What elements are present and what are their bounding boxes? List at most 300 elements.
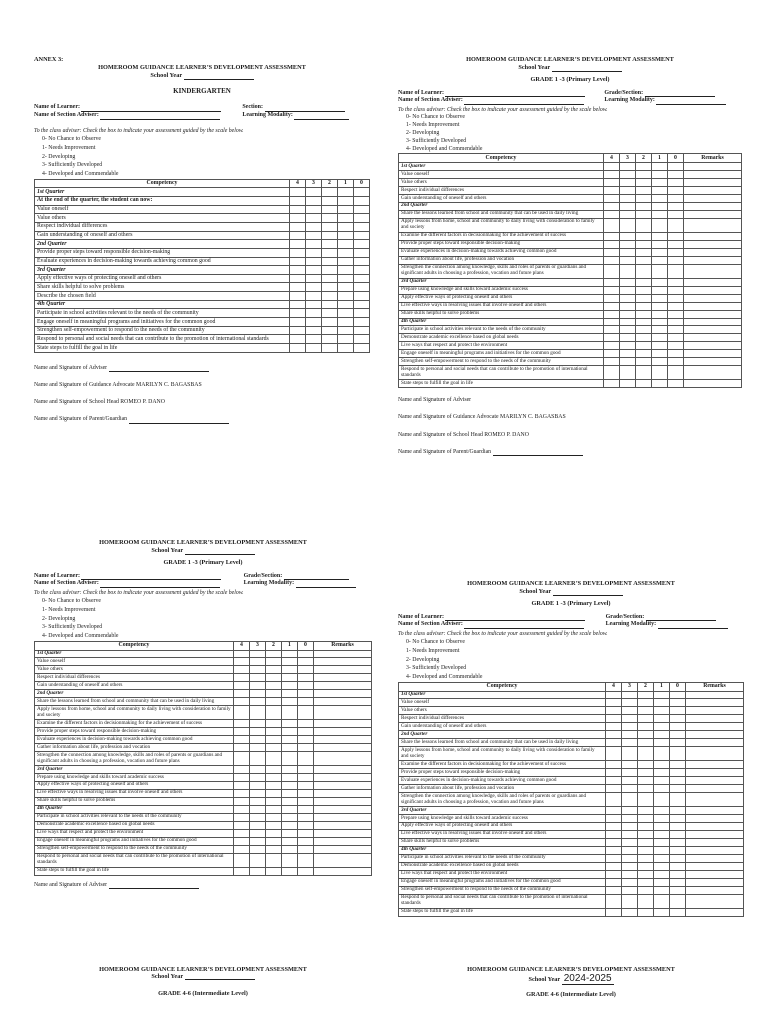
rating-checkbox[interactable] bbox=[298, 690, 314, 698]
rating-checkbox[interactable] bbox=[322, 335, 338, 344]
rating-checkbox[interactable] bbox=[636, 318, 652, 326]
rating-checkbox[interactable] bbox=[622, 715, 638, 723]
rating-checkbox[interactable] bbox=[636, 326, 652, 334]
rating-checkbox[interactable] bbox=[606, 739, 622, 747]
remarks-cell[interactable] bbox=[686, 769, 744, 777]
rating-checkbox[interactable] bbox=[290, 309, 306, 318]
rating-checkbox[interactable] bbox=[622, 886, 638, 894]
rating-checkbox[interactable] bbox=[636, 195, 652, 203]
rating-checkbox[interactable] bbox=[266, 853, 282, 867]
rating-checkbox[interactable] bbox=[636, 334, 652, 342]
rating-checkbox[interactable] bbox=[234, 797, 250, 805]
rating-checkbox[interactable] bbox=[306, 300, 322, 309]
rating-checkbox[interactable] bbox=[604, 366, 620, 380]
rating-checkbox[interactable] bbox=[670, 739, 686, 747]
rating-checkbox[interactable] bbox=[652, 248, 668, 256]
rating-checkbox[interactable] bbox=[604, 380, 620, 388]
rating-checkbox[interactable] bbox=[266, 837, 282, 845]
remarks-cell[interactable] bbox=[686, 777, 744, 785]
rating-checkbox[interactable] bbox=[638, 807, 654, 815]
rating-checkbox[interactable] bbox=[668, 163, 684, 171]
rating-checkbox[interactable] bbox=[622, 854, 638, 862]
rating-checkbox[interactable] bbox=[620, 179, 636, 187]
remarks-cell[interactable] bbox=[314, 781, 372, 789]
rating-checkbox[interactable] bbox=[638, 777, 654, 785]
rating-checkbox[interactable] bbox=[668, 195, 684, 203]
rating-checkbox[interactable] bbox=[620, 264, 636, 278]
rating-checkbox[interactable] bbox=[654, 815, 670, 823]
rating-checkbox[interactable] bbox=[638, 838, 654, 846]
remarks-cell[interactable] bbox=[684, 350, 742, 358]
rating-checkbox[interactable] bbox=[636, 310, 652, 318]
rating-checkbox[interactable] bbox=[282, 736, 298, 744]
rating-checkbox[interactable] bbox=[266, 805, 282, 813]
rating-checkbox[interactable] bbox=[298, 674, 314, 682]
rating-checkbox[interactable] bbox=[282, 674, 298, 682]
rating-checkbox[interactable] bbox=[622, 878, 638, 886]
rating-checkbox[interactable] bbox=[298, 720, 314, 728]
rating-checkbox[interactable] bbox=[290, 318, 306, 327]
rating-checkbox[interactable] bbox=[290, 344, 306, 353]
rating-checkbox[interactable] bbox=[636, 171, 652, 179]
rating-checkbox[interactable] bbox=[668, 342, 684, 350]
remarks-cell[interactable] bbox=[684, 210, 742, 218]
rating-checkbox[interactable] bbox=[670, 854, 686, 862]
remarks-cell[interactable] bbox=[314, 805, 372, 813]
remarks-cell[interactable] bbox=[684, 334, 742, 342]
rating-checkbox[interactable] bbox=[290, 205, 306, 214]
rating-checkbox[interactable] bbox=[670, 862, 686, 870]
rating-checkbox[interactable] bbox=[668, 326, 684, 334]
rating-checkbox[interactable] bbox=[622, 894, 638, 908]
rating-checkbox[interactable] bbox=[668, 179, 684, 187]
rating-checkbox[interactable] bbox=[604, 187, 620, 195]
rating-checkbox[interactable] bbox=[354, 292, 370, 301]
rating-checkbox[interactable] bbox=[234, 789, 250, 797]
rating-checkbox[interactable] bbox=[668, 380, 684, 388]
rating-checkbox[interactable] bbox=[604, 294, 620, 302]
rating-checkbox[interactable] bbox=[282, 821, 298, 829]
rating-checkbox[interactable] bbox=[606, 761, 622, 769]
rating-checkbox[interactable] bbox=[670, 785, 686, 793]
rating-checkbox[interactable] bbox=[306, 292, 322, 301]
rating-checkbox[interactable] bbox=[338, 335, 354, 344]
rating-checkbox[interactable] bbox=[606, 846, 622, 854]
rating-checkbox[interactable] bbox=[290, 274, 306, 283]
rating-checkbox[interactable] bbox=[638, 908, 654, 916]
rating-checkbox[interactable] bbox=[652, 171, 668, 179]
rating-checkbox[interactable] bbox=[250, 829, 266, 837]
rating-checkbox[interactable] bbox=[354, 266, 370, 275]
rating-checkbox[interactable] bbox=[638, 870, 654, 878]
rating-checkbox[interactable] bbox=[670, 822, 686, 830]
rating-checkbox[interactable] bbox=[266, 774, 282, 782]
rating-checkbox[interactable] bbox=[652, 286, 668, 294]
rating-checkbox[interactable] bbox=[668, 350, 684, 358]
remarks-cell[interactable] bbox=[684, 310, 742, 318]
rating-checkbox[interactable] bbox=[604, 195, 620, 203]
remarks-cell[interactable] bbox=[314, 774, 372, 782]
rating-checkbox[interactable] bbox=[604, 318, 620, 326]
rating-checkbox[interactable] bbox=[234, 752, 250, 766]
rating-checkbox[interactable] bbox=[322, 231, 338, 240]
rating-checkbox[interactable] bbox=[670, 846, 686, 854]
remarks-cell[interactable] bbox=[686, 878, 744, 886]
rating-checkbox[interactable] bbox=[250, 766, 266, 774]
rating-checkbox[interactable] bbox=[622, 793, 638, 807]
rating-checkbox[interactable] bbox=[290, 266, 306, 275]
rating-checkbox[interactable] bbox=[620, 358, 636, 366]
rating-checkbox[interactable] bbox=[670, 715, 686, 723]
remarks-cell[interactable] bbox=[684, 256, 742, 264]
rating-checkbox[interactable] bbox=[638, 747, 654, 761]
rating-checkbox[interactable] bbox=[652, 350, 668, 358]
rating-checkbox[interactable] bbox=[250, 698, 266, 706]
rating-checkbox[interactable] bbox=[306, 188, 322, 197]
rating-checkbox[interactable] bbox=[668, 210, 684, 218]
rating-checkbox[interactable] bbox=[654, 723, 670, 731]
rating-checkbox[interactable] bbox=[266, 650, 282, 658]
rating-checkbox[interactable] bbox=[298, 813, 314, 821]
rating-checkbox[interactable] bbox=[266, 829, 282, 837]
rating-checkbox[interactable] bbox=[638, 691, 654, 699]
rating-checkbox[interactable] bbox=[282, 781, 298, 789]
rating-checkbox[interactable] bbox=[622, 731, 638, 739]
rating-checkbox[interactable] bbox=[638, 815, 654, 823]
rating-checkbox[interactable] bbox=[622, 777, 638, 785]
rating-checkbox[interactable] bbox=[622, 846, 638, 854]
rating-checkbox[interactable] bbox=[670, 838, 686, 846]
rating-checkbox[interactable] bbox=[306, 344, 322, 353]
rating-checkbox[interactable] bbox=[290, 222, 306, 231]
rating-checkbox[interactable] bbox=[636, 218, 652, 232]
rating-checkbox[interactable] bbox=[668, 358, 684, 366]
rating-checkbox[interactable] bbox=[354, 205, 370, 214]
rating-checkbox[interactable] bbox=[668, 318, 684, 326]
rating-checkbox[interactable] bbox=[306, 326, 322, 335]
remarks-cell[interactable] bbox=[684, 264, 742, 278]
rating-checkbox[interactable] bbox=[606, 777, 622, 785]
rating-checkbox[interactable] bbox=[638, 715, 654, 723]
rating-checkbox[interactable] bbox=[338, 318, 354, 327]
rating-checkbox[interactable] bbox=[234, 650, 250, 658]
rating-checkbox[interactable] bbox=[322, 248, 338, 257]
rating-checkbox[interactable] bbox=[620, 195, 636, 203]
rating-checkbox[interactable] bbox=[620, 187, 636, 195]
rating-checkbox[interactable] bbox=[250, 837, 266, 845]
rating-checkbox[interactable] bbox=[266, 813, 282, 821]
rating-checkbox[interactable] bbox=[654, 870, 670, 878]
rating-checkbox[interactable] bbox=[266, 766, 282, 774]
rating-checkbox[interactable] bbox=[266, 682, 282, 690]
rating-checkbox[interactable] bbox=[652, 256, 668, 264]
remarks-cell[interactable] bbox=[684, 286, 742, 294]
rating-checkbox[interactable] bbox=[668, 302, 684, 310]
rating-checkbox[interactable] bbox=[654, 838, 670, 846]
rating-checkbox[interactable] bbox=[306, 266, 322, 275]
rating-checkbox[interactable] bbox=[298, 728, 314, 736]
rating-checkbox[interactable] bbox=[654, 793, 670, 807]
rating-checkbox[interactable] bbox=[322, 274, 338, 283]
rating-checkbox[interactable] bbox=[606, 822, 622, 830]
rating-checkbox[interactable] bbox=[620, 202, 636, 210]
rating-checkbox[interactable] bbox=[338, 231, 354, 240]
remarks-cell[interactable] bbox=[686, 822, 744, 830]
rating-checkbox[interactable] bbox=[670, 761, 686, 769]
rating-checkbox[interactable] bbox=[306, 248, 322, 257]
remarks-cell[interactable] bbox=[686, 830, 744, 838]
rating-checkbox[interactable] bbox=[604, 248, 620, 256]
rating-checkbox[interactable] bbox=[338, 326, 354, 335]
rating-checkbox[interactable] bbox=[604, 326, 620, 334]
rating-checkbox[interactable] bbox=[638, 731, 654, 739]
rating-checkbox[interactable] bbox=[604, 264, 620, 278]
rating-checkbox[interactable] bbox=[266, 706, 282, 720]
remarks-cell[interactable] bbox=[314, 752, 372, 766]
rating-checkbox[interactable] bbox=[654, 715, 670, 723]
rating-checkbox[interactable] bbox=[622, 699, 638, 707]
rating-checkbox[interactable] bbox=[636, 380, 652, 388]
rating-checkbox[interactable] bbox=[306, 318, 322, 327]
rating-checkbox[interactable] bbox=[638, 854, 654, 862]
rating-checkbox[interactable] bbox=[620, 318, 636, 326]
rating-checkbox[interactable] bbox=[670, 707, 686, 715]
remarks-cell[interactable] bbox=[314, 650, 372, 658]
remarks-cell[interactable] bbox=[314, 766, 372, 774]
remarks-cell[interactable] bbox=[684, 179, 742, 187]
rating-checkbox[interactable] bbox=[298, 829, 314, 837]
rating-checkbox[interactable] bbox=[652, 318, 668, 326]
rating-checkbox[interactable] bbox=[652, 366, 668, 380]
rating-checkbox[interactable] bbox=[670, 908, 686, 916]
rating-checkbox[interactable] bbox=[290, 335, 306, 344]
remarks-cell[interactable] bbox=[686, 846, 744, 854]
rating-checkbox[interactable] bbox=[668, 256, 684, 264]
rating-checkbox[interactable] bbox=[298, 736, 314, 744]
rating-checkbox[interactable] bbox=[606, 691, 622, 699]
rating-checkbox[interactable] bbox=[338, 344, 354, 353]
rating-checkbox[interactable] bbox=[636, 302, 652, 310]
rating-checkbox[interactable] bbox=[622, 723, 638, 731]
rating-checkbox[interactable] bbox=[636, 294, 652, 302]
rating-checkbox[interactable] bbox=[298, 706, 314, 720]
rating-checkbox[interactable] bbox=[622, 830, 638, 838]
rating-checkbox[interactable] bbox=[606, 707, 622, 715]
rating-checkbox[interactable] bbox=[322, 196, 338, 205]
rating-checkbox[interactable] bbox=[604, 358, 620, 366]
rating-checkbox[interactable] bbox=[282, 853, 298, 867]
remarks-cell[interactable] bbox=[686, 731, 744, 739]
rating-checkbox[interactable] bbox=[654, 691, 670, 699]
rating-checkbox[interactable] bbox=[654, 854, 670, 862]
rating-checkbox[interactable] bbox=[668, 187, 684, 195]
rating-checkbox[interactable] bbox=[266, 674, 282, 682]
rating-checkbox[interactable] bbox=[654, 862, 670, 870]
remarks-cell[interactable] bbox=[314, 845, 372, 853]
rating-checkbox[interactable] bbox=[266, 845, 282, 853]
rating-checkbox[interactable] bbox=[322, 309, 338, 318]
rating-checkbox[interactable] bbox=[250, 728, 266, 736]
rating-checkbox[interactable] bbox=[670, 777, 686, 785]
rating-checkbox[interactable] bbox=[622, 838, 638, 846]
rating-checkbox[interactable] bbox=[354, 231, 370, 240]
remarks-cell[interactable] bbox=[686, 815, 744, 823]
remarks-cell[interactable] bbox=[686, 739, 744, 747]
rating-checkbox[interactable] bbox=[338, 248, 354, 257]
remarks-cell[interactable] bbox=[684, 326, 742, 334]
remarks-cell[interactable] bbox=[314, 744, 372, 752]
rating-checkbox[interactable] bbox=[322, 214, 338, 223]
rating-checkbox[interactable] bbox=[298, 682, 314, 690]
rating-checkbox[interactable] bbox=[250, 690, 266, 698]
rating-checkbox[interactable] bbox=[638, 785, 654, 793]
rating-checkbox[interactable] bbox=[298, 781, 314, 789]
rating-checkbox[interactable] bbox=[670, 699, 686, 707]
rating-checkbox[interactable] bbox=[620, 248, 636, 256]
remarks-cell[interactable] bbox=[684, 302, 742, 310]
rating-checkbox[interactable] bbox=[670, 769, 686, 777]
rating-checkbox[interactable] bbox=[668, 240, 684, 248]
rating-checkbox[interactable] bbox=[322, 257, 338, 266]
rating-checkbox[interactable] bbox=[290, 231, 306, 240]
rating-checkbox[interactable] bbox=[250, 805, 266, 813]
rating-checkbox[interactable] bbox=[322, 292, 338, 301]
rating-checkbox[interactable] bbox=[670, 886, 686, 894]
rating-checkbox[interactable] bbox=[622, 691, 638, 699]
remarks-cell[interactable] bbox=[684, 195, 742, 203]
rating-checkbox[interactable] bbox=[234, 690, 250, 698]
rating-checkbox[interactable] bbox=[338, 222, 354, 231]
rating-checkbox[interactable] bbox=[620, 210, 636, 218]
rating-checkbox[interactable] bbox=[298, 789, 314, 797]
rating-checkbox[interactable] bbox=[354, 300, 370, 309]
rating-checkbox[interactable] bbox=[654, 769, 670, 777]
rating-checkbox[interactable] bbox=[250, 845, 266, 853]
remarks-cell[interactable] bbox=[684, 366, 742, 380]
rating-checkbox[interactable] bbox=[234, 853, 250, 867]
rating-checkbox[interactable] bbox=[604, 302, 620, 310]
rating-checkbox[interactable] bbox=[234, 706, 250, 720]
rating-checkbox[interactable] bbox=[636, 350, 652, 358]
rating-checkbox[interactable] bbox=[250, 736, 266, 744]
rating-checkbox[interactable] bbox=[668, 294, 684, 302]
rating-checkbox[interactable] bbox=[250, 821, 266, 829]
rating-checkbox[interactable] bbox=[322, 344, 338, 353]
remarks-cell[interactable] bbox=[314, 829, 372, 837]
rating-checkbox[interactable] bbox=[652, 232, 668, 240]
rating-checkbox[interactable] bbox=[322, 205, 338, 214]
rating-checkbox[interactable] bbox=[306, 240, 322, 249]
rating-checkbox[interactable] bbox=[298, 752, 314, 766]
rating-checkbox[interactable] bbox=[322, 222, 338, 231]
rating-checkbox[interactable] bbox=[306, 205, 322, 214]
rating-checkbox[interactable] bbox=[234, 666, 250, 674]
rating-checkbox[interactable] bbox=[620, 294, 636, 302]
rating-checkbox[interactable] bbox=[290, 326, 306, 335]
rating-checkbox[interactable] bbox=[282, 797, 298, 805]
rating-checkbox[interactable] bbox=[654, 777, 670, 785]
rating-checkbox[interactable] bbox=[606, 886, 622, 894]
rating-checkbox[interactable] bbox=[606, 862, 622, 870]
rating-checkbox[interactable] bbox=[338, 257, 354, 266]
rating-checkbox[interactable] bbox=[290, 240, 306, 249]
rating-checkbox[interactable] bbox=[298, 666, 314, 674]
rating-checkbox[interactable] bbox=[620, 334, 636, 342]
rating-checkbox[interactable] bbox=[620, 286, 636, 294]
rating-checkbox[interactable] bbox=[298, 658, 314, 666]
rating-checkbox[interactable] bbox=[606, 793, 622, 807]
rating-checkbox[interactable] bbox=[290, 300, 306, 309]
rating-checkbox[interactable] bbox=[668, 310, 684, 318]
rating-checkbox[interactable] bbox=[620, 342, 636, 350]
rating-checkbox[interactable] bbox=[668, 202, 684, 210]
remarks-cell[interactable] bbox=[686, 838, 744, 846]
rating-checkbox[interactable] bbox=[354, 344, 370, 353]
remarks-cell[interactable] bbox=[314, 666, 372, 674]
rating-checkbox[interactable] bbox=[604, 342, 620, 350]
rating-checkbox[interactable] bbox=[604, 202, 620, 210]
rating-checkbox[interactable] bbox=[636, 264, 652, 278]
remarks-cell[interactable] bbox=[314, 698, 372, 706]
rating-checkbox[interactable] bbox=[338, 196, 354, 205]
rating-checkbox[interactable] bbox=[652, 218, 668, 232]
rating-checkbox[interactable] bbox=[620, 302, 636, 310]
rating-checkbox[interactable] bbox=[298, 797, 314, 805]
rating-checkbox[interactable] bbox=[338, 240, 354, 249]
rating-checkbox[interactable] bbox=[668, 366, 684, 380]
rating-checkbox[interactable] bbox=[354, 318, 370, 327]
rating-checkbox[interactable] bbox=[638, 739, 654, 747]
rating-checkbox[interactable] bbox=[354, 283, 370, 292]
rating-checkbox[interactable] bbox=[290, 196, 306, 205]
rating-checkbox[interactable] bbox=[606, 785, 622, 793]
rating-checkbox[interactable] bbox=[620, 218, 636, 232]
rating-checkbox[interactable] bbox=[636, 179, 652, 187]
rating-checkbox[interactable] bbox=[654, 908, 670, 916]
rating-checkbox[interactable] bbox=[354, 188, 370, 197]
rating-checkbox[interactable] bbox=[652, 310, 668, 318]
remarks-cell[interactable] bbox=[684, 294, 742, 302]
rating-checkbox[interactable] bbox=[670, 793, 686, 807]
rating-checkbox[interactable] bbox=[668, 232, 684, 240]
rating-checkbox[interactable] bbox=[266, 728, 282, 736]
rating-checkbox[interactable] bbox=[606, 830, 622, 838]
rating-checkbox[interactable] bbox=[670, 807, 686, 815]
rating-checkbox[interactable] bbox=[638, 862, 654, 870]
rating-checkbox[interactable] bbox=[670, 723, 686, 731]
rating-checkbox[interactable] bbox=[604, 218, 620, 232]
rating-checkbox[interactable] bbox=[338, 283, 354, 292]
rating-checkbox[interactable] bbox=[266, 744, 282, 752]
remarks-cell[interactable] bbox=[314, 736, 372, 744]
rating-checkbox[interactable] bbox=[606, 870, 622, 878]
rating-checkbox[interactable] bbox=[266, 658, 282, 666]
remarks-cell[interactable] bbox=[686, 691, 744, 699]
rating-checkbox[interactable] bbox=[354, 214, 370, 223]
rating-checkbox[interactable] bbox=[306, 231, 322, 240]
rating-checkbox[interactable] bbox=[604, 350, 620, 358]
rating-checkbox[interactable] bbox=[606, 747, 622, 761]
rating-checkbox[interactable] bbox=[622, 870, 638, 878]
rating-checkbox[interactable] bbox=[604, 232, 620, 240]
remarks-cell[interactable] bbox=[314, 813, 372, 821]
rating-checkbox[interactable] bbox=[654, 878, 670, 886]
rating-checkbox[interactable] bbox=[266, 821, 282, 829]
rating-checkbox[interactable] bbox=[668, 218, 684, 232]
rating-checkbox[interactable] bbox=[604, 334, 620, 342]
rating-checkbox[interactable] bbox=[606, 878, 622, 886]
rating-checkbox[interactable] bbox=[652, 179, 668, 187]
